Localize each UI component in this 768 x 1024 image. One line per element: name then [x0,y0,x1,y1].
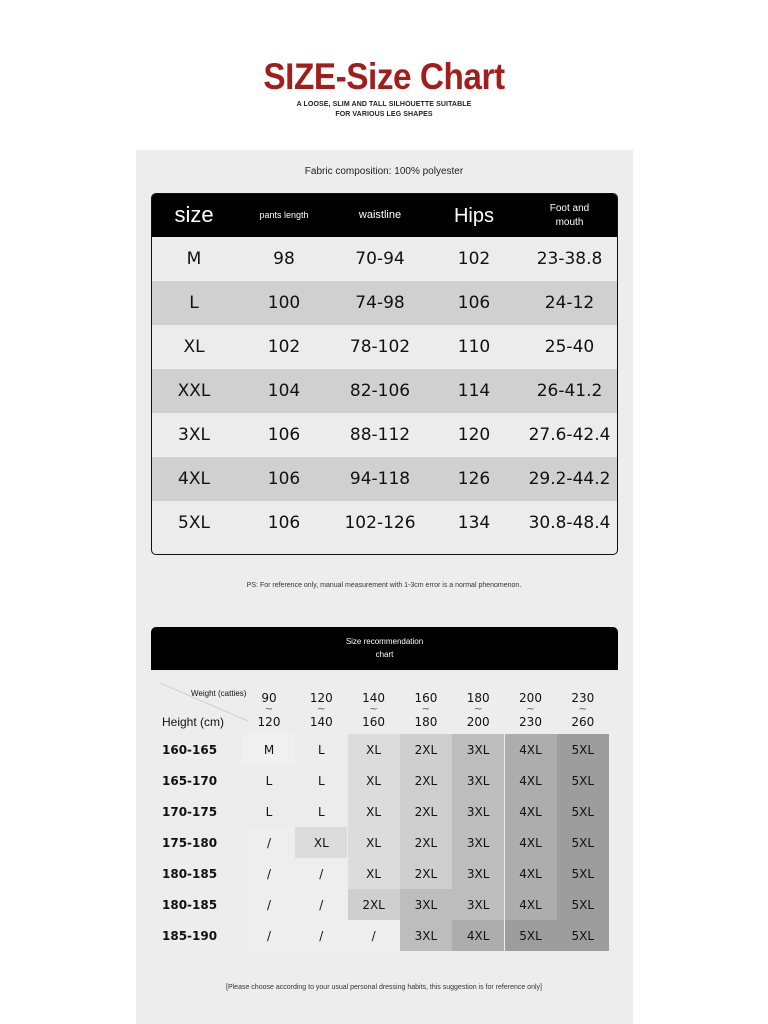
recommendation-cell: XL [348,858,400,889]
reference-note: PS: For reference only, manual measurement with 1-3cm error is a normal phenomenon. [246,582,522,589]
weight-range-to: 180 [414,715,438,729]
recommendation-cell: / [295,920,347,951]
weight-range-header [243,692,295,728]
size-cell: 120 [457,425,491,445]
size-cell: 5XL [178,513,210,533]
size-cell: 23-38.8 [536,249,603,269]
recommendation-cell: / [243,858,295,889]
size-cell: 3XL [178,425,210,445]
recommendation-cell: 2XL [400,796,452,827]
recommendation-cell: XL [348,765,400,796]
size-cell: 102-126 [344,513,416,533]
weight-range-from: 230 [571,691,595,705]
size-row [152,281,617,325]
size-cell: L [189,293,199,313]
weight-range-from: 90 [261,691,277,705]
header-foot-mouth-line1: Foot and [549,202,590,214]
size-row [152,325,617,369]
recommendation-cell: 3XL [452,765,504,796]
weight-range-from: 120 [309,691,333,705]
recommendation-cell: 5XL [557,889,609,920]
size-cell: 88-112 [349,425,411,445]
size-cell: 102 [267,337,301,357]
size-cell: 134 [457,513,491,533]
recommendation-cell: 3XL [452,889,504,920]
recommendation-cell: 3XL [452,827,504,858]
size-cell: 100 [267,293,301,313]
recommendation-cell: 5XL [557,920,609,951]
size-cell: 30.8-48.4 [528,513,611,533]
height-range-label: 160-165 [162,743,218,757]
weight-range-from: 180 [466,691,490,705]
size-cell: XL [183,337,205,357]
size-cell: 94-118 [349,469,411,489]
recommendation-cell: 4XL [505,734,557,765]
recommendation-cell: 4XL [505,889,557,920]
size-cell: 102 [457,249,491,269]
header-foot-mouth [520,194,618,237]
size-cell: M [186,249,202,269]
subtitle-line-2: FOR VARIOUS LEG SHAPES [335,111,433,118]
height-range-label: 175-180 [162,836,218,850]
recommendation-cell: XL [348,796,400,827]
recommendation-cell: L [295,734,347,765]
recommendation-cell: 5XL [505,920,557,951]
weight-axis-label: Weight (catties) [191,689,247,698]
weight-range-to: 260 [571,715,595,729]
weight-range-header [348,692,400,728]
recommendation-cell: 3XL [452,796,504,827]
header-pants-length: pants length [259,210,309,221]
size-chart-header [152,194,617,237]
recommendation-cell: 4XL [505,765,557,796]
size-cell: 78-102 [349,337,411,357]
recommendation-cell: 2XL [400,858,452,889]
size-cell: 106 [267,425,301,445]
size-cell: 106 [457,293,491,313]
recommendation-cell: / [243,827,295,858]
weight-range-header [557,692,609,728]
recommendation-cell: 4XL [505,858,557,889]
recommendation-cell: 5XL [557,858,609,889]
subtitle-line-1: A LOOSE, SLIM AND TALL SILHOUETTE SUITABLE [296,101,472,108]
height-range-label: 180-185 [162,867,218,881]
page-title: SIZE-Size Chart [263,56,505,97]
height-range-label: 180-185 [162,898,218,912]
recommendation-cell: 3XL [452,858,504,889]
weight-range-sep: ~ [578,704,587,715]
size-cell: 24-12 [544,293,595,313]
size-row [152,457,617,501]
recommendation-cell: XL [295,827,347,858]
weight-range-sep: ~ [369,704,378,715]
recommendation-cell: 5XL [557,734,609,765]
size-cell: 106 [267,513,301,533]
weight-range-sep: ~ [421,704,431,715]
weight-range-from: 140 [362,691,386,705]
recommendation-cell: L [295,765,347,796]
weight-range-header [400,692,452,728]
size-cell: 74-98 [355,293,405,313]
recommendation-cell: / [243,920,295,951]
size-cell: 114 [457,381,491,401]
recommendation-header [151,627,618,670]
header-waistline: waistline [358,208,402,221]
size-cell: 70-94 [355,249,405,269]
recommendation-cell: 2XL [348,889,400,920]
weight-range-to: 140 [309,715,333,729]
height-axis-label: Height (cm) [162,715,225,729]
recommendation-cell: L [243,765,295,796]
size-cell: 26-41.2 [536,381,603,401]
recommendation-cell: M [243,734,295,765]
size-row [152,369,617,413]
recommendation-title-line1: Size recommendation [345,636,424,646]
header-foot-mouth-line2: mouth [555,216,584,228]
recommendation-cell: XL [348,827,400,858]
header-hips: Hips [453,204,494,227]
size-cell: 110 [457,337,491,357]
weight-range-to: 200 [466,715,490,729]
recommendation-cell: 2XL [400,765,452,796]
recommendation-cell: 2XL [400,827,452,858]
recommendation-cell: 3XL [400,889,452,920]
weight-range-sep: ~ [317,704,326,715]
fabric-composition: Fabric composition: 100% polyester [304,166,464,177]
weight-range-sep: ~ [526,704,535,715]
size-cell: 27.6-42.4 [528,425,611,445]
weight-range-sep: ~ [473,704,483,715]
weight-range-to: 160 [362,715,386,729]
height-range-label: 185-190 [162,929,218,943]
weight-range-to: 230 [519,715,542,729]
size-cell: 25-40 [544,337,595,357]
recommendation-cell: 3XL [400,920,452,951]
recommendation-cell: 4XL [505,796,557,827]
recommendation-title-line2: chart [375,649,394,659]
weight-range-from: 200 [519,691,542,705]
recommendation-cell: L [295,796,347,827]
weight-range-header [295,692,347,728]
size-row [152,413,617,457]
weight-range-header [505,692,557,728]
recommendation-cell: XL [348,734,400,765]
weight-range-sep: ~ [264,704,274,715]
height-range-label: 170-175 [162,805,218,819]
header-size: size [174,202,214,228]
weight-range-to: 120 [257,715,281,729]
size-row [152,501,617,545]
recommendation-cell: 2XL [400,734,452,765]
weight-range-from: 160 [414,691,438,705]
recommendation-cell: 5XL [557,765,609,796]
recommendation-cell: 5XL [557,796,609,827]
recommendation-cell: 4XL [452,920,504,951]
weight-range-header [452,692,504,728]
size-cell: 126 [457,469,491,489]
recommendation-cell: 5XL [557,827,609,858]
size-cell: XXL [177,381,211,401]
recommendation-cell: 3XL [452,734,504,765]
recommendation-cell: / [348,920,400,951]
size-cell: 4XL [178,469,210,489]
size-cell: 29.2-44.2 [528,469,611,489]
recommendation-cell: / [243,889,295,920]
size-cell: 106 [267,469,301,489]
recommendation-cell: 4XL [505,827,557,858]
recommendation-cell: / [295,889,347,920]
size-cell: 104 [267,381,301,401]
recommendation-cell: / [295,858,347,889]
size-row [152,237,617,281]
recommendation-cell: L [243,796,295,827]
size-cell: 82-106 [349,381,411,401]
size-chart-table [151,193,618,555]
size-cell: 98 [273,249,295,269]
height-range-label: 165-170 [162,774,218,788]
footer-note: [Please choose according to your usual personal dressing habits, this suggestion is for reference only] [226,984,542,991]
